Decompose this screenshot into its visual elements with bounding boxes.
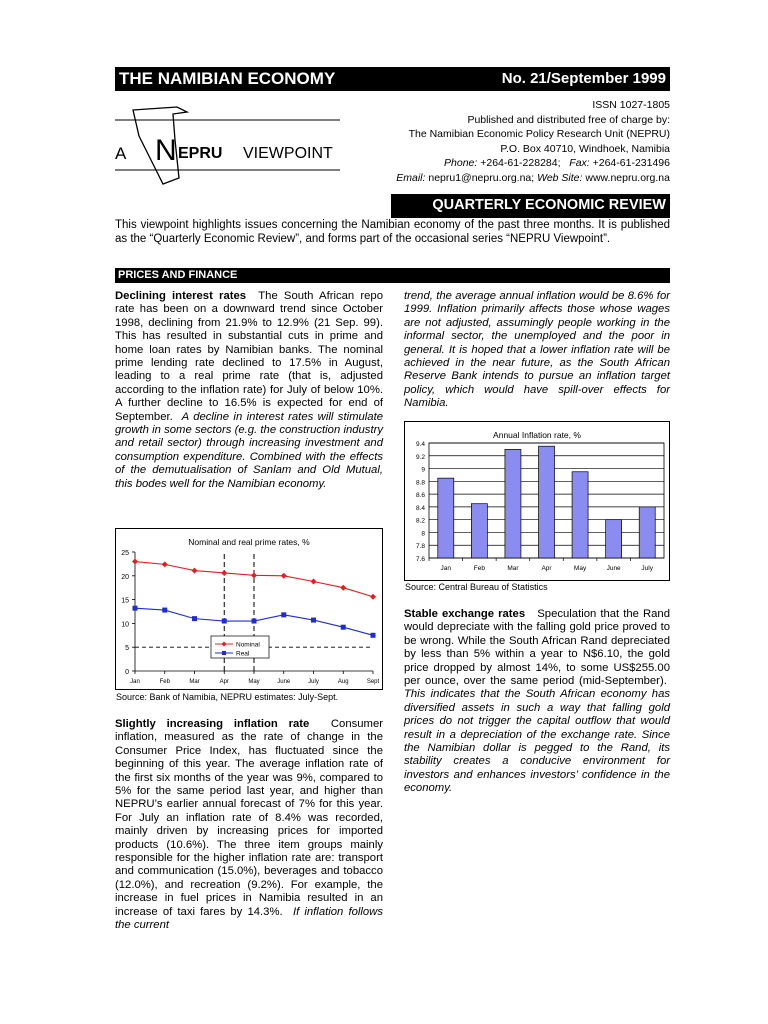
- logo-viewpoint: VIEWPOINT: [243, 145, 333, 162]
- chart1-y-tick-label: 0: [125, 669, 129, 676]
- heading-inflation: Slightly increasing inflation rate: [115, 718, 310, 730]
- publisher-info: [350, 98, 670, 185]
- chart2-y-tick-label: 8.6: [415, 492, 425, 500]
- chart1-x-tick-label: Apr: [219, 679, 229, 685]
- address: P.O. Box 40710, Windhoek, Namibia: [500, 142, 670, 155]
- issn: ISSN 1027-1805: [592, 99, 670, 111]
- chart2-title: Annual Inflation rate, %: [493, 430, 581, 440]
- chart2-y-tick-label: 9.4: [415, 441, 425, 448]
- chart2-x-tick-label: July: [641, 565, 653, 572]
- chart2-source: Source: Central Bureau of Statistics: [405, 582, 548, 592]
- inflation-chart: [404, 421, 670, 581]
- chart2-y-tick-label: 9.2: [415, 453, 425, 461]
- chart1-x-tick-label: Sept: [366, 679, 380, 685]
- review-title-bar: [391, 194, 670, 218]
- chart1-legend-label: Real: [236, 650, 250, 658]
- chart2-x-tick-label: Jan: [440, 565, 452, 572]
- chart2-bar: [539, 446, 555, 558]
- paragraph-interest-rates: Declining interest rates The South African repo rate has been on a downward trend since October 1998, declining from 21.9% to 12.9% (21 Sep. 99). This has resulted in substantial cuts in prime and home loan rates by Namibian banks. The nominal prime lending rate declined to 17.5% in August, leading to a real prime rate (that is, adjusted according to the inflation rate) for July of below 10%. A further decline to 16.5% is expected for end of September. A decline in interest rates will stimulate growth in some sectors (e.g. the construction industry and retail sector) through increasing investment and consumption expenditure. Combined with the effects of the demutualisation of Sanlam and Old Mutual, this bodes well for the Namibian economy.: [115, 290, 384, 490]
- chart1-y-tick-label: 5: [125, 645, 129, 653]
- chart1-point-real: [162, 608, 167, 613]
- chart1-point-real: [222, 619, 227, 624]
- chart1-legend-label: Nominal: [236, 641, 260, 649]
- chart2-x-tick-label: June: [606, 565, 621, 572]
- chart2-x-tick-label: Apr: [541, 565, 552, 572]
- chart1-y-tick-label: 20: [121, 573, 129, 581]
- chart1-x-tick-label: June: [277, 679, 291, 685]
- masthead-title: THE NAMIBIAN ECONOMY: [119, 69, 336, 88]
- logo-a: A: [115, 144, 127, 163]
- chart1-y-tick-label: 15: [121, 597, 129, 605]
- contact-email-web: Email: nepru1@nepru.org.na; Web Site: www.nepru.org.na: [396, 171, 670, 184]
- logo-epru: EPRU: [178, 145, 223, 162]
- contact-phone-fax: Phone: +264-61-228284; Fax: +264-61-231496: [444, 157, 670, 169]
- issue-number: No. 21/September 1999: [501, 70, 666, 87]
- prime-rates-chart: [115, 528, 383, 690]
- chart2-x-tick-label: May: [573, 565, 587, 572]
- chart2-y-tick-label: 8: [421, 530, 425, 538]
- chart1-x-tick-label: May: [248, 679, 260, 685]
- chart2-y-tick-label: 8.4: [415, 504, 425, 512]
- chart1-x-tick-label: Aug: [337, 679, 349, 685]
- chart2-bar: [606, 520, 622, 558]
- section-title: PRICES AND FINANCE: [118, 269, 238, 281]
- chart2-y-tick-label: 8.2: [415, 517, 425, 525]
- chart1-y-tick-label: 10: [121, 621, 129, 629]
- chart1-legend-marker: [222, 651, 226, 655]
- published-line: Published and distributed free of charge by:: [467, 113, 670, 126]
- chart2-y-tick-label: 9: [421, 466, 425, 474]
- chart1-point-real: [192, 616, 197, 621]
- chart1-point-real: [311, 618, 316, 623]
- chart1-point-real: [252, 619, 257, 624]
- chart1-point-real: [281, 612, 286, 617]
- chart2-x-tick-label: Mar: [507, 565, 519, 572]
- chart1-point-real: [341, 625, 346, 630]
- chart2-x-tick-label: Feb: [473, 565, 485, 572]
- nepru-logo: [115, 100, 340, 190]
- chart1-title: Nominal and real prime rates, %: [188, 537, 310, 547]
- chart2-y-tick-label: 8.8: [415, 479, 425, 487]
- intro-paragraph: This viewpoint highlights issues concerning the Namibian economy of the past three months. It is published as the “Quarterly Economic Review”, and forms part of the occasional series “NEPRU Viewpoint”.: [115, 219, 670, 245]
- chart1-x-tick-label: Feb: [159, 679, 170, 685]
- chart1-x-tick-label: Jan: [130, 679, 140, 685]
- paragraph-inflation: Slightly increasing inflation rate Consumer inflation, measured as the rate of change in the Consumer Price Index, has fluctuated since the beginning of this year. The average inflation rate of the first six months of the year was 9%, compared to 5% for the same period last year, and higher than NEPRU’s earlier annual forecast of 7% for this year. For July an inflation rate of 8.4% was recorded, mainly driven by increasing prices for imported products (10.6%). The three item groups mainly responsible for the higher inflation rate are: transport and communication (15.0%), beverages and tobacco (12.0%), and recreation (9.2%). For example, the increase in fuel prices in Namibia resulted in an increase of taxi fares by 14.3%. If inflation follows the current: [115, 718, 384, 932]
- chart1-y-tick-label: 25: [121, 550, 129, 557]
- chart1-x-tick-label: July: [308, 679, 319, 685]
- chart2-y-tick-label: 7.8: [415, 543, 425, 551]
- section-bar: [115, 268, 670, 283]
- masthead-bar: [115, 67, 670, 91]
- chart1-x-tick-label: Mar: [189, 679, 200, 685]
- chart1-source: Source: Bank of Namibia, NEPRU estimates: July-Sept.: [116, 692, 339, 702]
- chart2-bar: [639, 507, 655, 558]
- paragraph-exchange-rates: Stable exchange rates Speculation that the Rand would depreciate with the falling gold price proved to be wrong. While the South African Rand depreciated by less than 5% within a year to N$6.10, the gold price dropped by almost 14%, to some US$255.00 per ounce, over the same period (mid-September). This indicates that the South African economy has diversified assets in such a way that falling gold prices do not trigger the capital outflow that would result in a depreciation of the exchange rate. Since the Namibian dollar is pegged to the Rand, its stability creates a conducive environment for investors and enhances investors’ confidence in the economy.: [404, 608, 670, 795]
- chart2-y-tick-label: 7.6: [415, 556, 425, 563]
- heading-interest-rates: Declining interest rates: [115, 290, 247, 302]
- chart2-bar: [572, 472, 588, 558]
- logo-n: N: [155, 134, 177, 167]
- chart2-bar: [471, 504, 487, 558]
- heading-exchange-rates: Stable exchange rates: [404, 608, 526, 620]
- chart2-bar: [505, 449, 521, 558]
- chart1-point-real: [133, 606, 138, 611]
- review-title: QUARTERLY ECONOMIC REVIEW: [432, 197, 666, 213]
- paragraph-inflation-cont: trend, the average annual inflation would be 8.6% for 1999. Inflation primarily affects those whose wages are not adjusted, assumingly people working in the informal sector, the unemployed and the poor in general. It is hoped that a lower inflation rate will be achieved in the near future, as the South African Reserve Bank intends to pursue an inflation target policy, which would have spill-over effects for Namibia.: [404, 290, 670, 410]
- chart1-point-real: [371, 633, 376, 638]
- chart2-bar: [438, 478, 454, 558]
- publisher-name: The Namibian Economic Policy Research Unit (NEPRU): [408, 128, 670, 140]
